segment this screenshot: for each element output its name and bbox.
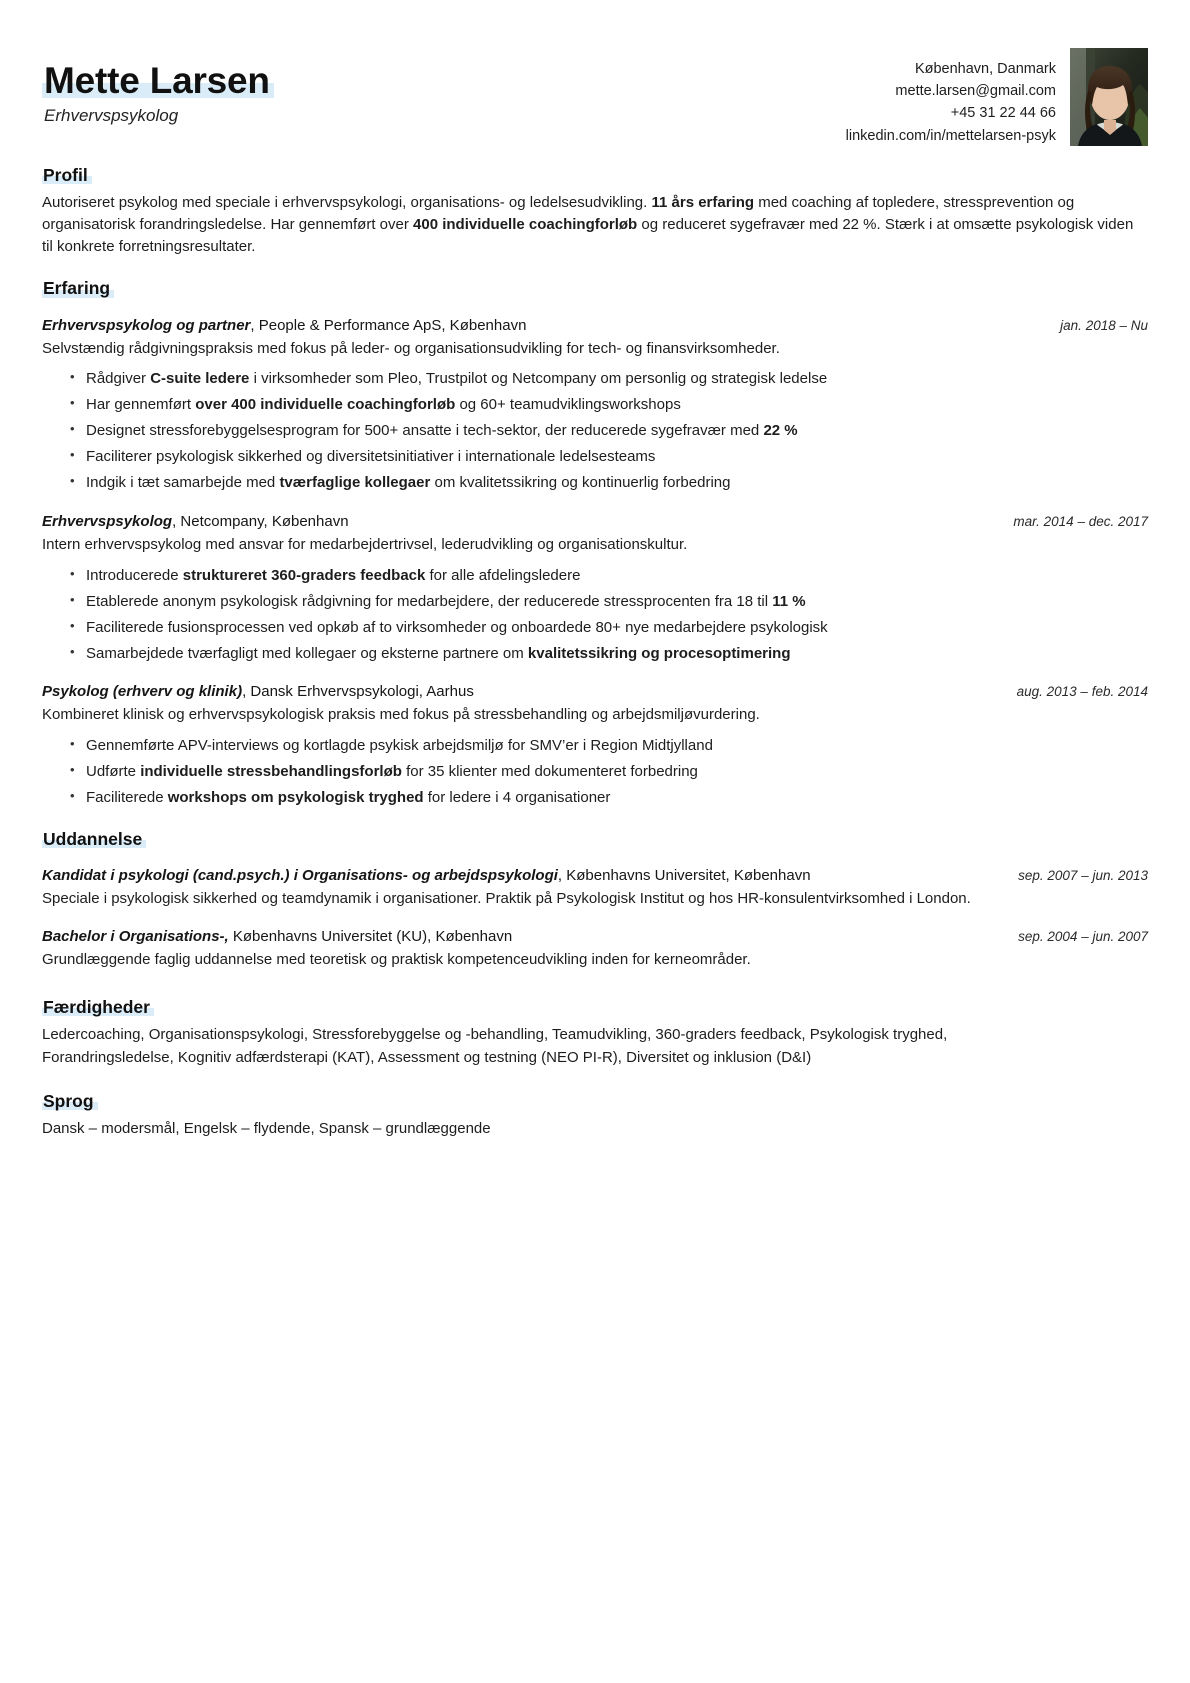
section-title-text: Uddannelse bbox=[43, 829, 143, 850]
emphasis: kvalitetssikring og procesoptimering bbox=[527, 644, 791, 662]
entry-date: jan. 2018 – Nu bbox=[1060, 317, 1148, 333]
languages-text: Dansk – modersmål, Engelsk – flydende, Spansk – grundlæggende bbox=[42, 1120, 491, 1138]
entry-role: Erhvervspsykolog og partner bbox=[42, 316, 251, 334]
resume-entry bbox=[42, 865, 1148, 910]
resume-entry bbox=[42, 926, 1148, 971]
emphasis: struktureret 360-graders feedback bbox=[182, 566, 426, 584]
entry-summary: Intern erhvervspsykolog med ansvar for medarbejdertrivsel, lederudvikling og organisationskultur. bbox=[42, 535, 688, 553]
entry-summary: Speciale i psykologisk sikkerhed og teamdynamik i organisationer. Praktik på Psykologisk Institut og hos HR-konsulentvirksomhed i London. bbox=[42, 890, 971, 908]
resume-entry bbox=[42, 681, 1148, 809]
list-item: • Gennemførte APV-interviews og kortlagde psykisk arbejdsmiljø for SMV’er i Region Midtjylland bbox=[70, 735, 1148, 758]
identity-block bbox=[42, 48, 274, 126]
emphasis: 11 % bbox=[772, 592, 806, 610]
profile-text: Autoriseret psykolog med speciale i erhvervspsykologi, organisations- og ledelsesudvikling. 11 års erfaring med coaching af topledere, stressprevention og organisatorisk forandringsledelse. Har gennemført over 400 individuelle coachingforløb og reduceret sygefravær med 22 %. Stærk i at omsætte psykologisk viden til konkrete forretningsresultater. bbox=[42, 193, 1134, 256]
emphasis: 11 års erfaring bbox=[651, 193, 755, 211]
entry-role: Kandidat i psykologi (cand.psych.) i Organisations- og arbejdspsykologi bbox=[42, 867, 558, 885]
emphasis: workshops om psykologisk tryghed bbox=[167, 788, 424, 806]
contact-phone[interactable]: +45 31 22 44 66 bbox=[950, 105, 1056, 122]
entry-date: sep. 2007 – jun. 2013 bbox=[1018, 868, 1148, 884]
entry-date: sep. 2004 – jun. 2007 bbox=[1018, 929, 1148, 945]
section-title-experience bbox=[42, 278, 114, 298]
page-title bbox=[42, 62, 274, 101]
list-item: • Rådgiver C-suite ledere i virksomheder som Pleo, Trustpilot og Netcompany om personlig og strategisk ledelse bbox=[70, 368, 1148, 391]
entry-header bbox=[42, 926, 1148, 947]
section-title-text: Profil bbox=[43, 164, 88, 185]
section-title-education bbox=[42, 829, 146, 849]
resume-entry bbox=[42, 315, 1148, 495]
entry-date: mar. 2014 – dec. 2017 bbox=[1013, 513, 1148, 529]
entry-organisation: Københavns Universitet (KU), København bbox=[228, 928, 513, 946]
entry-bullet-list bbox=[42, 735, 1148, 810]
entry-summary: Selvstændig rådgivningspraksis med fokus på leder- og organisationsudvikling for tech- og finansvirksomheder. bbox=[42, 339, 780, 357]
list-item: • Faciliterede fusionsprocessen ved opkøb af to virksomheder og onboardede 80+ nye medarbejdere psykologisk bbox=[70, 617, 1148, 640]
emphasis: tværfaglige kollegaer bbox=[279, 474, 431, 492]
experience-entries bbox=[42, 315, 1148, 810]
section-title-text: Erfaring bbox=[43, 278, 111, 299]
entry-header bbox=[42, 865, 1148, 886]
emphasis: over 400 individuelle coachingforløb bbox=[195, 396, 456, 414]
entry-organisation: , Netcompany, København bbox=[172, 512, 349, 530]
section-title-profile bbox=[42, 165, 92, 185]
list-item: • Designet stressforebyggelsesprogram for 500+ ansatte i tech-sektor, der reducerede sygefravær med 22 % bbox=[70, 420, 1148, 443]
list-item: • Har gennemført over 400 individuelle coachingforløb og 60+ teamudviklingsworkshops bbox=[70, 394, 1148, 417]
list-item: • Introducerede struktureret 360-graders feedback for alle afdelingsledere bbox=[70, 565, 1148, 588]
entry-role: Erhvervspsykolog bbox=[42, 512, 173, 530]
entry-organisation: , Dansk Erhvervspsykologi, Aarhus bbox=[242, 683, 474, 700]
entry-bullet-list bbox=[42, 565, 1148, 666]
entry-title bbox=[42, 681, 474, 702]
list-item: • Samarbejdede tværfagligt med kollegaer og eksterne partnere om kvalitetssikring og procesoptimering bbox=[70, 643, 1148, 666]
list-item: • Faciliterer psykologisk sikkerhed og diversitetsinitiativer i internationale ledelsesteams bbox=[70, 446, 1148, 469]
resume-entry bbox=[42, 511, 1148, 665]
contact-linkedin[interactable]: linkedin.com/in/mettelarsen-psyk bbox=[845, 127, 1056, 144]
entry-title bbox=[42, 511, 349, 532]
entry-date: aug. 2013 – feb. 2014 bbox=[1016, 684, 1148, 699]
section-education bbox=[42, 829, 1148, 971]
section-skills bbox=[42, 997, 1148, 1069]
list-item: • Faciliterede workshops om psykologisk tryghed for ledere i 4 organisationer bbox=[70, 787, 1148, 810]
entry-role: Bachelor i Organisations-, bbox=[42, 928, 229, 946]
section-title-skills bbox=[42, 997, 154, 1017]
resume-header bbox=[42, 40, 1148, 147]
emphasis: 400 individuelle coachingforløb bbox=[413, 216, 638, 233]
entry-organisation: , People & Performance ApS, København bbox=[250, 316, 527, 334]
list-item: • Indgik i tæt samarbejde med tværfaglige kollegaer om kvalitetssikring og kontinuerlig forbedring bbox=[70, 472, 1148, 495]
contact-email[interactable]: mette.larsen@gmail.com bbox=[895, 83, 1056, 100]
entry-organisation: , Københavns Universitet, København bbox=[557, 867, 811, 885]
candidate-name: Mette Larsen bbox=[44, 60, 270, 101]
emphasis: 22 % bbox=[763, 422, 798, 440]
section-title-languages bbox=[42, 1091, 98, 1111]
list-item: • Udførte individuelle stressbehandlingsforløb for 35 klienter med dokumenteret forbedring bbox=[70, 761, 1148, 784]
section-experience bbox=[42, 278, 1148, 809]
list-item: • Etablerede anonym psykologisk rådgivning for medarbejdere, der reducerede stressprocenten fra 18 til 11 % bbox=[70, 591, 1148, 614]
entry-summary: Kombineret klinisk og erhvervspsykologisk praksis med fokus på stressbehandling og arbejdsmiljøvurdering. bbox=[42, 706, 760, 723]
entry-bullet-list bbox=[42, 368, 1148, 495]
skills-text: Ledercoaching, Organisationspsykologi, Stressforebyggelse og -behandling, Teamudvikling, 360-graders feedback, Psykologisk tryghed, Forandringsledelse, Kognitiv adfærdsterapi (KAT), Assessment og testning (NEO PI-R), Diversitet og inklusion (D&I) bbox=[42, 1026, 948, 1066]
entry-title bbox=[42, 865, 811, 886]
avatar bbox=[1070, 48, 1148, 146]
section-languages bbox=[42, 1091, 1148, 1141]
contact-list bbox=[846, 48, 1056, 147]
entry-header bbox=[42, 681, 1148, 702]
emphasis: individuelle stressbehandlingsforløb bbox=[140, 762, 402, 780]
entry-title bbox=[42, 315, 526, 336]
section-title-text: Færdigheder bbox=[43, 996, 150, 1017]
contact-block bbox=[846, 48, 1148, 147]
section-title-text: Sprog bbox=[43, 1091, 94, 1111]
entry-role: Psykolog (erhverv og klinik) bbox=[42, 683, 243, 700]
candidate-job-title: Erhvervspsykolog bbox=[44, 105, 179, 125]
emphasis: C-suite ledere bbox=[150, 370, 250, 388]
entry-title bbox=[42, 926, 512, 947]
entry-header bbox=[42, 315, 1148, 336]
portrait-photo-icon bbox=[1070, 48, 1148, 146]
section-profile bbox=[42, 165, 1148, 259]
entry-summary: Grundlæggende faglig uddannelse med teoretisk og praktisk kompetenceudvikling inden for kerneområder. bbox=[42, 951, 751, 969]
contact-location: København, Danmark bbox=[914, 61, 1056, 77]
education-entries bbox=[42, 865, 1148, 971]
entry-header bbox=[42, 511, 1148, 532]
